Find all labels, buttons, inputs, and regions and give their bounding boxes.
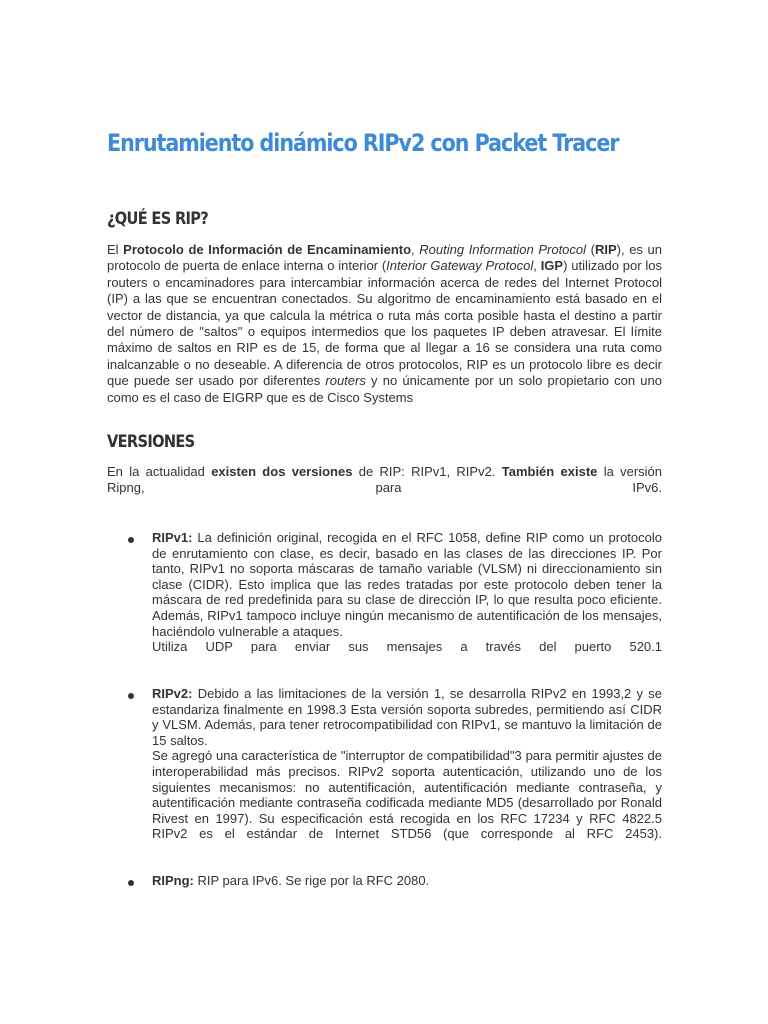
bullet-icon [128,693,134,699]
list-item-ripv1 [152,530,662,655]
text-run: y no únicamente por un solo propietario con uno como es el caso de EIGRP que es de Cisco Systems [107,373,662,405]
item-label: RIPng: [152,873,194,888]
italic-term: Interior Gateway Protocol [386,258,534,274]
italic-term: Routing Information Protocol [419,242,587,257]
text-run: , [411,242,420,257]
bold-term: También existe [501,464,598,479]
item-label: RIPv1: [152,530,193,545]
text-run: ), es un protocolo de puerta de enlace interna o interior ( [107,242,663,274]
bold-term: IGP [540,258,564,274]
text-run: ) utilizado por los routers o encaminadores para intercambiar información acerca de redes del Internet Protocol (IP) a las que se encuentran conectados. Su algoritmo de encaminamiento está basado en el vector de distancia, ya que calcula la métrica o ruta más corta posible hasta el destino a partir del número de "saltos" o equipos intermedios que los paquetes IP deben atravesar. El límite máximo de saltos en RIP es de 15, de forma que al llegar a 16 se considera una ruta como inalcanzable o no deseable. A diferencia de otros protocolos, RIP es un protocolo libre es decir que puede ser usado por diferentes [107,258,662,389]
bullet-icon [128,880,134,886]
document-title: Enrutamiento dinámico RIPv2 con Packet Tracer [107,129,619,157]
item-label: RIPv2: [152,686,193,701]
bold-term: existen dos versiones [211,464,353,479]
text-run: , [533,258,541,274]
text-run: ( [586,242,595,257]
section-heading-versiones: VERSIONES [107,432,195,452]
section-heading-rip: ¿QUÉ ES RIP? [107,209,209,229]
versions-paragraph [107,464,662,497]
item-text: Debido a las limitaciones de la versión 1, se desarrolla RIPv2 en 1993,2 y se estandariza finalmente en 1998.3 Esta versión soporta subredes, permitiendo así CIDR y VLSM. Además, para tener retrocompatibilidad con RIPv1, se mantuvo la limitación de 15 saltos. [152,686,662,748]
text-run: la versión Ripng, para IPv6. [107,464,663,496]
item-text: La definición original, recogida en el RFC 1058, define RIP como un protocolo de enrutamiento con clase, es decir, basado en las clases de las direcciones IP. Por tanto, RIPv1 no soporta máscaras de tamaño variable (VLSM) ni direccionamiento sin clase (CIDR). Esto implica que las redes tratadas por este protocolo deben tener la máscara de red predefinida para su clase de dirección IP, lo que resulta poco eficiente. Además, RIPv1 tampoco incluye ningún mecanismo de autentificación de los mensajes, haciéndolo vulnerable a ataques. [152,530,662,639]
italic-term: routers [325,373,366,389]
item-text-continued: Se agregó una característica de "interruptor de compatibilidad"3 para permitir ajustes de interoperabilidad más precisos. RIPv2 soporta autenticación, utilizando uno de los siguientes mecanismos: no autentificación, autentificación mediante contraseña, y autentificación mediante contraseña codificada mediante MD5 (desarrollado por Ronald Rivest en 1997). Su especificación está recogida en los RFC 17234 y RFC 4822.5 RIPv2 es el estándar de Internet STD56 (que corresponde al RFC 2453). [152,748,662,842]
rip-paragraph [107,242,662,406]
bullet-icon [128,537,134,543]
text-run: El [107,242,124,257]
bold-term: RIP [594,242,617,257]
item-text: RIP para IPv6. Se rige por la RFC 2080. [193,873,430,888]
text-run: de RIP: RIPv1, RIPv2. [352,464,502,479]
list-item-ripv2 [152,686,662,842]
bold-term: Protocolo de Información de Encaminamiento [123,242,412,257]
item-text-continued: Utiliza UDP para enviar sus mensajes a través del puerto 520.1 [152,639,662,655]
list-item-ripng [152,873,662,889]
text-run: En la actualidad [107,464,212,479]
